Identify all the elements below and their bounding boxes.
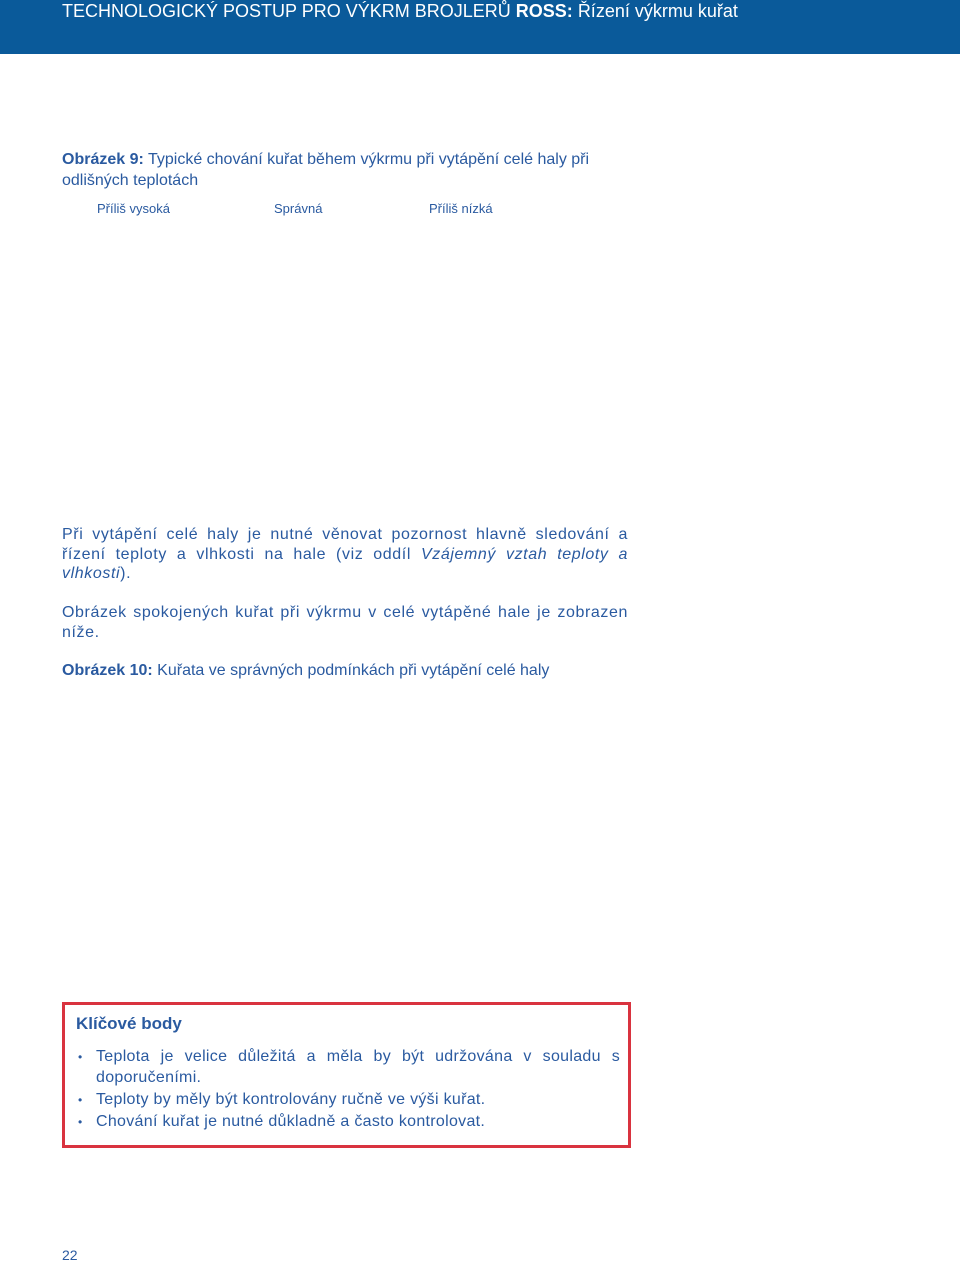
figure-10-number: Obrázek 10: xyxy=(62,662,153,679)
figure-9-image-area xyxy=(62,222,630,512)
figure-10-title: Kuřata ve správných podmínkách při vytápění celé haly xyxy=(157,662,550,679)
page-number: 22 xyxy=(62,1247,78,1263)
header-title-prefix: TECHNOLOGICKÝ POSTUP PRO VÝKRM BROJLERŮ xyxy=(62,1,511,21)
bullet-icon: • xyxy=(78,1050,83,1064)
list-item xyxy=(76,1112,620,1133)
key-point-text: Teploty by měly být kontrolovány ručně ve výši kuřat. xyxy=(96,1090,486,1108)
list-item xyxy=(76,1047,620,1088)
figure-9-label-correct: Správná xyxy=(274,201,323,216)
header-title xyxy=(62,1,738,22)
figure-10-caption xyxy=(62,660,642,681)
key-points-title: Klíčové body xyxy=(76,1014,182,1033)
header-brand: ROSS: xyxy=(515,1,573,21)
key-point-text: Chování kuřat je nutné důkladně a často kontrolovat. xyxy=(96,1112,486,1130)
figure-9-caption xyxy=(62,149,642,191)
figure-10-image-area xyxy=(62,690,630,990)
key-points-list xyxy=(76,1047,620,1134)
paragraph-content-chicks: Obrázek spokojených kuřat při výkrmu v celé vytápěné hale je zobrazen níže. xyxy=(62,604,628,641)
key-points-box xyxy=(62,1002,631,1148)
page-header xyxy=(0,0,960,54)
bullet-icon: • xyxy=(78,1092,83,1107)
figure-9-number: Obrázek 9: xyxy=(62,151,144,168)
bullet-icon: • xyxy=(78,1114,83,1129)
paragraph-1-end: ). xyxy=(120,565,132,582)
list-item xyxy=(76,1090,620,1111)
figure-9-label-too-low: Příliš nízká xyxy=(429,201,493,216)
figure-9-label-too-high: Příliš vysoká xyxy=(97,201,170,216)
key-point-text: Teplota je velice důležitá a měla by být udržována v souladu s doporučeními. xyxy=(96,1048,620,1086)
paragraph-1-reference: Vzájemný vztah teploty a vlhkosti xyxy=(62,545,628,582)
paragraph-heating-attention xyxy=(62,525,628,584)
figure-9-title: Typické chování kuřat během výkrmu při vytápění celé haly při odlišných teplotách xyxy=(62,151,590,189)
header-section: Řízení výkrmu kuřat xyxy=(577,1,738,21)
paragraph-1-start: Při vytápění celé haly je nutné věnovat pozornost hlavně sledování a řízení teploty a vlhkosti na hale (viz oddíl xyxy=(62,526,628,563)
